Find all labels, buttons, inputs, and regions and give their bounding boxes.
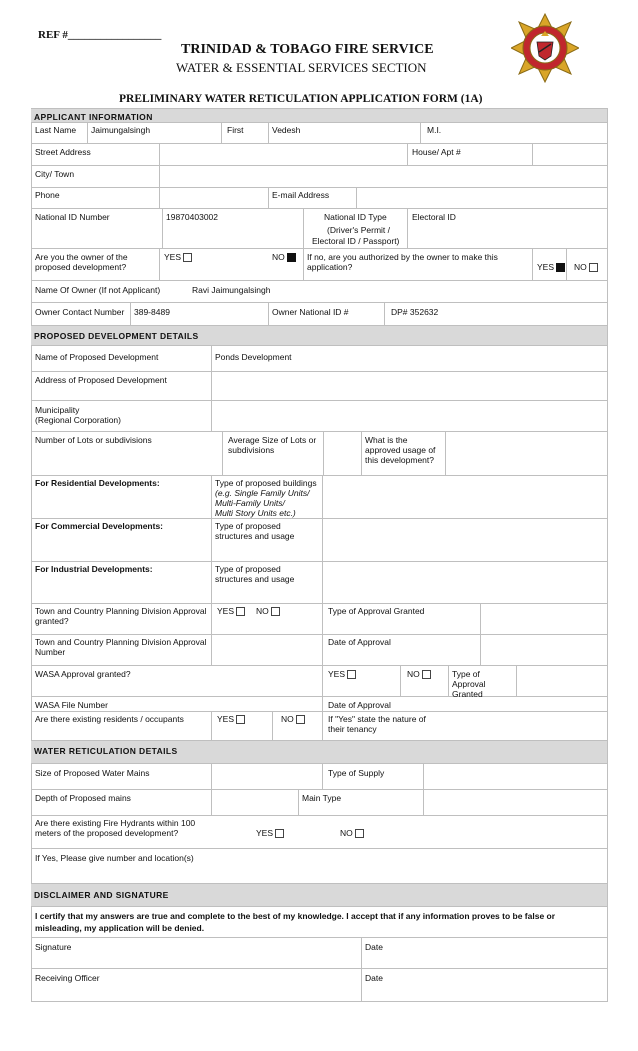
tcp-yes-option[interactable]: YES [217,606,245,616]
phone-label: Phone [35,190,60,200]
wasa-file-label: WASA File Number [35,700,108,710]
owner-yes-option[interactable]: YES [164,252,192,262]
signature-label: Signature [35,942,72,952]
hydrants-yes-option[interactable]: YES [256,828,284,838]
last-name-label: Last Name [35,125,77,135]
national-id-field[interactable]: 19870403002 [166,212,219,222]
approval-type-label: Type of Approval Granted [328,606,425,616]
residential-type-label: Type of proposed buildings [215,478,317,488]
owner-contact-label: Owner Contact Number [35,307,125,317]
signature-date-label: Date [365,942,383,952]
city-town-label: City/ Town [35,169,75,179]
authorized-yes-option[interactable]: YES [537,262,565,272]
last-name-field[interactable]: Jaimungalsingh [91,125,151,135]
residential-eg-line3: Multi Story Units etc.) [215,508,296,518]
wasa-date-label: Date of Approval [328,700,391,710]
industrial-type-label: Type of proposed structures and usage [215,564,295,584]
checkbox-icon[interactable] [236,607,245,616]
development-address-label: Address of Proposed Development [35,375,167,385]
section-water-header: WATER RETICULATION DETAILS [31,741,607,763]
org-title: TRINIDAD & TOBAGO FIRE SERVICE [181,42,434,57]
industrial-label: For Industrial Developments: [35,564,153,574]
mains-depth-label: Depth of Proposed mains [35,793,131,803]
wasa-approval-type-label: Type of Approval Granted [452,669,486,699]
owner-name-label: Name Of Owner (If not Applicant) [35,285,161,295]
checked-box-icon[interactable] [556,263,565,272]
main-type-label: Main Type [302,793,342,803]
section-development-header: PROPOSED DEVELOPMENT DETAILS [31,326,607,345]
owner-national-id-label: Owner National ID # [272,307,349,317]
checkbox-icon[interactable] [296,715,305,724]
tcp-no-option[interactable]: NO [256,606,280,616]
national-id-type-label: National ID Type [324,212,387,222]
residents-label: Are there existing residents / occupants [35,714,184,724]
owner-no-option[interactable]: NO [272,252,296,262]
street-address-label: Street Address [35,147,91,157]
hydrants-no-option[interactable]: NO [340,828,364,838]
lots-label: Number of Lots or subdivisions [35,435,152,445]
section-disclaimer-header: DISCLAIMER AND SIGNATURE [31,884,607,906]
average-lot-size-label: Average Size of Lots or subdivisions [228,435,317,455]
house-apt-label: House/ Apt # [412,147,461,157]
checkbox-icon[interactable] [275,829,284,838]
disclaimer-text: I certify that my answers are true and complete to the best of my knowledge. I accept that if any information proves to be false or misleading, my application will be denied. [35,911,556,933]
section-title: WATER & ESSENTIAL SERVICES SECTION [176,60,427,75]
checkbox-icon[interactable] [183,253,192,262]
checkbox-icon[interactable] [355,829,364,838]
email-label: E-mail Address [272,190,330,200]
receiving-officer-label: Receiving Officer [35,973,100,983]
national-id-label: National ID Number [35,212,110,222]
wasa-yes-option[interactable]: YES [328,669,356,679]
wasa-no-option[interactable]: NO [407,669,431,679]
residents-yes-option[interactable]: YES [217,714,245,724]
municipality-sublabel: (Regional Corporation) [35,415,121,425]
national-id-type-sub2: Electoral ID / Passport) [312,236,400,246]
residential-eg-line2: Multi-Family Units/ [215,498,285,508]
mains-size-label: Size of Proposed Water Mains [35,768,150,778]
checkbox-icon[interactable] [347,670,356,679]
development-name-field[interactable]: Ponds Development [215,352,292,362]
supply-type-label: Type of Supply [328,768,385,778]
residential-label: For Residential Developments: [35,478,160,488]
municipality-label: Municipality [35,405,80,415]
authorized-no-option[interactable]: NO [574,262,598,272]
owner-question: Are you the owner of the proposed development? [35,252,128,272]
electoral-id-label: Electoral ID [412,212,456,222]
first-name-field[interactable]: Vedesh [272,125,301,135]
development-name-label: Name of Proposed Development [35,352,159,362]
checked-box-icon[interactable] [287,253,296,262]
form-title: PRELIMINARY WATER RETICULATION APPLICATION FORM (1A) [119,93,483,105]
checkbox-icon[interactable] [422,670,431,679]
ref-number[interactable]: REF #_________________ [38,29,162,41]
owner-contact-field[interactable]: 389-8489 [134,307,170,317]
section-applicant-header: APPLICANT INFORMATION [31,109,607,122]
approved-usage-label: What is the approved usage of this development? [365,435,436,465]
tcp-number-label: Town and Country Planning Division Approval Number [35,637,207,657]
hydrants-question: Are there existing Fire Hydrants within 100 meters of the proposed development? [35,818,196,838]
middle-initial-label: M.I. [427,125,442,135]
commercial-type-label: Type of proposed structures and usage [215,521,295,541]
residents-no-option[interactable]: NO [281,714,305,724]
checkbox-icon[interactable] [236,715,245,724]
checkbox-icon[interactable] [589,263,598,272]
checkbox-icon[interactable] [271,607,280,616]
wasa-approval-label: WASA Approval granted? [35,669,131,679]
tenancy-label: If "Yes" state the nature of their tenancy [328,714,426,734]
national-id-type-sub1: (Driver's Permit / [327,225,391,235]
hydrants-location-label: If Yes, Please give number and location(s) [35,853,194,863]
officer-date-label: Date [365,973,383,983]
residential-eg-line1: (e.g. Single Family Units/ [215,488,310,498]
commercial-label: For Commercial Developments: [35,521,164,531]
tcp-approval-label: Town and Country Planning Division Approval granted? [35,606,207,626]
first-name-label: First [227,125,244,135]
tcp-date-label: Date of Approval [328,637,391,647]
owner-name-field[interactable]: Ravi Jaimungalsingh [192,285,271,295]
owner-national-id-field[interactable]: DP# 352632 [391,307,439,317]
authorized-question: If no, are you authorized by the owner to make this application? [307,252,498,272]
